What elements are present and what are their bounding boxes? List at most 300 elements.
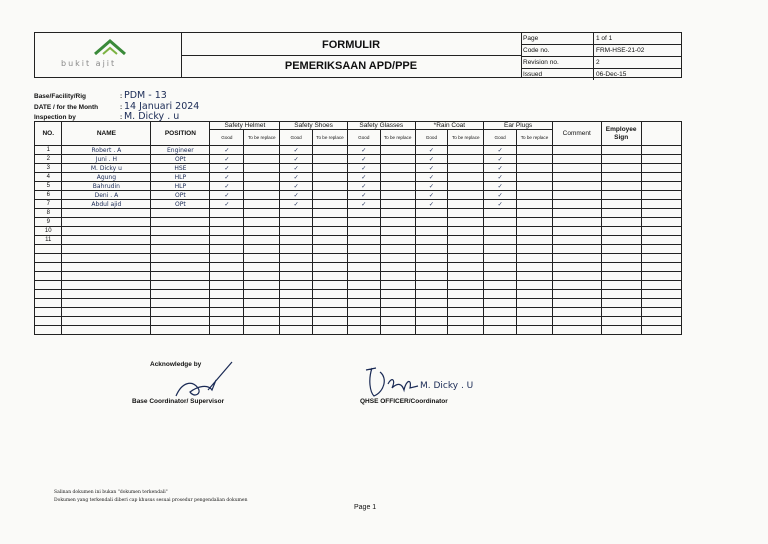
comment-cell xyxy=(552,227,601,236)
replace-cell xyxy=(244,173,280,182)
row-number xyxy=(35,299,62,308)
extra-cell xyxy=(641,290,681,299)
extra-cell xyxy=(641,200,681,209)
replace-cell xyxy=(313,227,348,236)
replace-cell xyxy=(380,299,415,308)
table-row xyxy=(35,146,682,155)
replace-cell xyxy=(448,155,484,164)
good-check-cell: ✓ xyxy=(210,200,244,209)
inspector-field: Inspection by : M. Dicky . u xyxy=(34,111,180,122)
footer-note-2: Dokumen yang terkendali diberi cap khusus sesuai prosedur pengendalian dokumen xyxy=(54,498,248,503)
employee-sign-cell xyxy=(601,173,641,182)
table-row xyxy=(35,155,682,164)
good-check-cell xyxy=(415,263,448,272)
replace-cell xyxy=(244,155,280,164)
good-check-cell xyxy=(347,281,380,290)
col-good: Good xyxy=(280,130,313,146)
good-check-cell xyxy=(484,272,517,281)
good-check-cell xyxy=(347,308,380,317)
employee-sign-cell xyxy=(601,254,641,263)
replace-cell xyxy=(313,173,348,182)
replace-cell xyxy=(244,308,280,317)
row-number: 3 xyxy=(35,164,62,173)
extra-cell xyxy=(641,317,681,326)
row-number xyxy=(35,317,62,326)
replace-cell xyxy=(244,245,280,254)
replace-cell xyxy=(448,209,484,218)
replace-cell xyxy=(244,290,280,299)
employee-name xyxy=(62,308,151,317)
row-number xyxy=(35,272,62,281)
inspector-value: M. Dicky . u xyxy=(123,111,180,122)
table-row xyxy=(35,227,682,236)
replace-cell xyxy=(448,191,484,200)
row-number: 7 xyxy=(35,200,62,209)
good-check-cell: ✓ xyxy=(484,200,517,209)
employee-sign-cell xyxy=(601,191,641,200)
good-check-cell xyxy=(210,272,244,281)
extra-cell xyxy=(641,146,681,155)
row-number: 9 xyxy=(35,218,62,227)
replace-cell xyxy=(448,272,484,281)
replace-cell xyxy=(313,254,348,263)
employee-sign-cell xyxy=(601,272,641,281)
inspection-info xyxy=(34,91,199,123)
employee-sign-cell xyxy=(601,326,641,335)
row-number: 5 xyxy=(35,182,62,191)
replace-cell xyxy=(313,326,348,335)
good-check-cell: ✓ xyxy=(415,191,448,200)
good-check-cell xyxy=(347,209,380,218)
replace-cell xyxy=(517,146,553,155)
row-number: 4 xyxy=(35,173,62,182)
employee-name xyxy=(62,254,151,263)
good-check-cell: ✓ xyxy=(415,182,448,191)
good-check-cell xyxy=(280,281,313,290)
replace-cell xyxy=(448,146,484,155)
col-good: Good xyxy=(210,130,244,146)
employee-name xyxy=(62,299,151,308)
good-check-cell xyxy=(484,254,517,263)
inspector-label: Inspection by xyxy=(34,114,76,121)
comment-cell xyxy=(552,155,601,164)
replace-cell xyxy=(244,263,280,272)
employee-position xyxy=(151,281,210,290)
extra-cell xyxy=(641,308,681,317)
good-check-cell xyxy=(347,272,380,281)
replace-cell xyxy=(313,182,348,191)
good-check-cell xyxy=(415,317,448,326)
good-check-cell: ✓ xyxy=(347,146,380,155)
employee-name xyxy=(62,227,151,236)
table-row xyxy=(35,281,682,290)
employee-position xyxy=(151,317,210,326)
employee-name xyxy=(62,218,151,227)
comment-cell xyxy=(552,326,601,335)
col-good: Good xyxy=(484,130,517,146)
replace-cell xyxy=(517,191,553,200)
replace-cell xyxy=(244,182,280,191)
extra-cell xyxy=(641,155,681,164)
row-number: 10 xyxy=(35,227,62,236)
employee-position: Engineer xyxy=(151,146,210,155)
meta-value: 2 xyxy=(596,59,600,66)
good-check-cell: ✓ xyxy=(280,155,313,164)
table-row xyxy=(35,191,682,200)
good-check-cell xyxy=(415,308,448,317)
meta-value: 1 of 1 xyxy=(596,35,613,42)
table-body xyxy=(35,146,682,335)
good-check-cell: ✓ xyxy=(210,164,244,173)
extra-cell xyxy=(641,182,681,191)
employee-sign-cell xyxy=(601,236,641,245)
replace-cell xyxy=(313,281,348,290)
good-check-cell xyxy=(484,236,517,245)
table-row xyxy=(35,245,682,254)
good-check-cell xyxy=(347,254,380,263)
comment-cell xyxy=(552,146,601,155)
comment-cell xyxy=(552,254,601,263)
good-check-cell xyxy=(415,299,448,308)
extra-cell xyxy=(641,245,681,254)
employee-position xyxy=(151,308,210,317)
replace-cell xyxy=(244,299,280,308)
comment-cell xyxy=(552,191,601,200)
page-number: Page 1 xyxy=(354,504,377,511)
meta-value: FRM-HSE-21-02 xyxy=(596,47,645,54)
replace-cell xyxy=(380,326,415,335)
row-number xyxy=(35,281,62,290)
table-row xyxy=(35,182,682,191)
date-value: 14 Januari 2024 xyxy=(123,100,200,112)
replace-cell xyxy=(380,272,415,281)
good-check-cell: ✓ xyxy=(484,173,517,182)
replace-cell xyxy=(380,200,415,209)
replace-cell xyxy=(448,182,484,191)
good-check-cell xyxy=(484,245,517,254)
supervisor-signature-icon xyxy=(168,360,238,400)
comment-cell xyxy=(552,245,601,254)
comment-cell xyxy=(552,182,601,191)
col-replace: To be replace xyxy=(313,130,348,146)
good-check-cell: ✓ xyxy=(347,155,380,164)
extra-cell xyxy=(641,227,681,236)
good-check-cell xyxy=(280,218,313,227)
replace-cell xyxy=(517,182,553,191)
qhse-signature-icon xyxy=(362,362,422,402)
good-check-cell xyxy=(210,263,244,272)
good-check-cell xyxy=(484,299,517,308)
good-check-cell: ✓ xyxy=(347,191,380,200)
replace-cell xyxy=(244,164,280,173)
good-check-cell xyxy=(210,281,244,290)
employee-position xyxy=(151,272,210,281)
replace-cell xyxy=(380,155,415,164)
employee-name xyxy=(62,281,151,290)
document-meta xyxy=(521,33,681,77)
good-check-cell: ✓ xyxy=(210,155,244,164)
replace-cell xyxy=(244,227,280,236)
replace-cell xyxy=(244,281,280,290)
employee-name xyxy=(62,317,151,326)
replace-cell xyxy=(380,173,415,182)
good-check-cell xyxy=(280,272,313,281)
company-logo xyxy=(35,33,182,77)
employee-name xyxy=(62,245,151,254)
good-check-cell xyxy=(347,290,380,299)
good-check-cell xyxy=(347,263,380,272)
row-number: 8 xyxy=(35,209,62,218)
group-glasses: Safety Glasses xyxy=(347,122,415,130)
base-coordinator-label: Base Coordinator/ Supervisor xyxy=(132,398,225,405)
form-title-block xyxy=(181,33,522,77)
good-check-cell xyxy=(347,245,380,254)
good-check-cell: ✓ xyxy=(415,146,448,155)
logo-text: bukit ajit xyxy=(61,59,117,68)
meta-key: Code no. xyxy=(521,45,594,56)
good-check-cell: ✓ xyxy=(280,182,313,191)
replace-cell xyxy=(313,218,348,227)
footer-note-1: Salinan dokumen ini bukan "dokumen terkendali" xyxy=(54,490,168,495)
replace-cell xyxy=(517,200,553,209)
comment-cell xyxy=(552,236,601,245)
replace-cell xyxy=(380,209,415,218)
good-check-cell: ✓ xyxy=(484,182,517,191)
replace-cell xyxy=(517,263,553,272)
comment-cell xyxy=(552,173,601,182)
employee-position: HSE xyxy=(151,164,210,173)
table-row xyxy=(35,236,682,245)
comment-cell xyxy=(552,290,601,299)
replace-cell xyxy=(517,173,553,182)
replace-cell xyxy=(380,254,415,263)
replace-cell xyxy=(244,218,280,227)
replace-cell xyxy=(380,218,415,227)
replace-cell xyxy=(244,191,280,200)
good-check-cell: ✓ xyxy=(415,173,448,182)
table-row xyxy=(35,200,682,209)
good-check-cell: ✓ xyxy=(415,155,448,164)
employee-sign-cell xyxy=(601,308,641,317)
extra-cell xyxy=(641,173,681,182)
good-check-cell xyxy=(415,209,448,218)
employee-position: OPt xyxy=(151,200,210,209)
employee-position: OPt xyxy=(151,191,210,200)
extra-cell xyxy=(641,263,681,272)
replace-cell xyxy=(380,227,415,236)
extra-cell xyxy=(641,218,681,227)
employee-sign-cell xyxy=(601,146,641,155)
row-number: 11 xyxy=(35,236,62,245)
good-check-cell: ✓ xyxy=(484,191,517,200)
extra-cell xyxy=(641,326,681,335)
employee-name xyxy=(62,236,151,245)
table-row xyxy=(35,209,682,218)
employee-position xyxy=(151,254,210,263)
extra-cell xyxy=(641,164,681,173)
good-check-cell xyxy=(415,245,448,254)
table-row xyxy=(35,290,682,299)
replace-cell xyxy=(448,227,484,236)
meta-key: Page xyxy=(521,33,594,44)
extra-cell xyxy=(641,299,681,308)
replace-cell xyxy=(448,308,484,317)
good-check-cell: ✓ xyxy=(415,200,448,209)
employee-position xyxy=(151,245,210,254)
employee-position: HLP xyxy=(151,182,210,191)
replace-cell xyxy=(517,218,553,227)
good-check-cell xyxy=(280,263,313,272)
replace-cell xyxy=(313,290,348,299)
employee-sign-cell xyxy=(601,200,641,209)
table-row xyxy=(35,317,682,326)
replace-cell xyxy=(517,254,553,263)
date-label: DATE / for the Month xyxy=(34,103,99,111)
table-row xyxy=(35,299,682,308)
meta-key: Issued xyxy=(521,69,594,80)
employee-sign-cell xyxy=(601,281,641,290)
good-check-cell xyxy=(210,326,244,335)
employee-position xyxy=(151,290,210,299)
replace-cell xyxy=(313,317,348,326)
employee-position xyxy=(151,209,210,218)
good-check-cell xyxy=(484,263,517,272)
employee-sign-cell xyxy=(601,209,641,218)
good-check-cell: ✓ xyxy=(210,173,244,182)
employee-position xyxy=(151,326,210,335)
employee-name: Robert . A xyxy=(62,146,151,155)
good-check-cell xyxy=(415,290,448,299)
good-check-cell: ✓ xyxy=(280,191,313,200)
replace-cell xyxy=(448,326,484,335)
comment-cell xyxy=(552,281,601,290)
good-check-cell xyxy=(210,317,244,326)
comment-cell xyxy=(552,308,601,317)
good-check-cell xyxy=(280,227,313,236)
employee-position: OPt xyxy=(151,155,210,164)
replace-cell xyxy=(313,164,348,173)
replace-cell xyxy=(380,191,415,200)
good-check-cell xyxy=(415,236,448,245)
replace-cell xyxy=(380,245,415,254)
employee-position: HLP xyxy=(151,173,210,182)
table-row xyxy=(35,326,682,335)
good-check-cell xyxy=(280,308,313,317)
qhse-officer-label: QHSE OFFICER/Coordinator xyxy=(360,398,448,405)
comment-cell xyxy=(552,263,601,272)
meta-row xyxy=(521,33,681,45)
form-title: FORMULIR xyxy=(181,35,521,56)
replace-cell xyxy=(313,191,348,200)
good-check-cell xyxy=(280,326,313,335)
meta-value: 06-Dec-15 xyxy=(596,71,627,78)
row-number: 6 xyxy=(35,191,62,200)
qhse-name: M. Dicky . U xyxy=(420,381,474,391)
good-check-cell xyxy=(415,218,448,227)
good-check-cell xyxy=(347,236,380,245)
table-row xyxy=(35,164,682,173)
good-check-cell: ✓ xyxy=(484,146,517,155)
employee-sign-cell xyxy=(601,263,641,272)
good-check-cell xyxy=(347,326,380,335)
replace-cell xyxy=(517,299,553,308)
employee-name xyxy=(62,326,151,335)
replace-cell xyxy=(517,290,553,299)
meta-key: Revision no. xyxy=(521,57,594,68)
good-check-cell xyxy=(280,209,313,218)
good-check-cell xyxy=(347,317,380,326)
col-replace: To be replace xyxy=(517,130,553,146)
replace-cell xyxy=(448,245,484,254)
replace-cell xyxy=(448,317,484,326)
table-row xyxy=(35,254,682,263)
col-position: POSITION xyxy=(151,122,210,146)
replace-cell xyxy=(313,209,348,218)
good-check-cell xyxy=(415,227,448,236)
employee-sign-cell xyxy=(601,290,641,299)
comment-cell xyxy=(552,209,601,218)
extra-cell xyxy=(641,209,681,218)
good-check-cell: ✓ xyxy=(210,182,244,191)
employee-position xyxy=(151,299,210,308)
extra-cell xyxy=(641,281,681,290)
replace-cell xyxy=(313,299,348,308)
replace-cell xyxy=(244,209,280,218)
good-check-cell xyxy=(347,227,380,236)
replace-cell xyxy=(517,308,553,317)
col-extra xyxy=(641,122,681,146)
footer-notes xyxy=(54,489,247,505)
good-check-cell xyxy=(280,317,313,326)
employee-name: Bahrudin xyxy=(62,182,151,191)
employee-position xyxy=(151,227,210,236)
employee-name: M. Dicky u xyxy=(62,164,151,173)
meta-row xyxy=(521,45,681,57)
replace-cell xyxy=(517,281,553,290)
replace-cell xyxy=(313,263,348,272)
meta-row xyxy=(521,69,681,80)
good-check-cell: ✓ xyxy=(484,164,517,173)
good-check-cell xyxy=(280,245,313,254)
group-raincoat: *Rain Coat xyxy=(415,122,484,130)
base-value: PDM - 13 xyxy=(123,90,167,101)
replace-cell xyxy=(313,155,348,164)
good-check-cell xyxy=(210,236,244,245)
good-check-cell xyxy=(484,308,517,317)
good-check-cell xyxy=(484,326,517,335)
replace-cell xyxy=(380,146,415,155)
good-check-cell xyxy=(347,218,380,227)
meta-row xyxy=(521,57,681,69)
employee-name: Abdul ajid xyxy=(62,200,151,209)
good-check-cell: ✓ xyxy=(347,182,380,191)
good-check-cell: ✓ xyxy=(210,146,244,155)
replace-cell xyxy=(380,164,415,173)
roof-logo-icon xyxy=(93,38,127,56)
replace-cell xyxy=(517,209,553,218)
employee-name xyxy=(62,209,151,218)
good-check-cell xyxy=(415,272,448,281)
table-row xyxy=(35,272,682,281)
row-number: 1 xyxy=(35,146,62,155)
good-check-cell xyxy=(484,218,517,227)
good-check-cell xyxy=(484,281,517,290)
employee-name: Deni . A xyxy=(62,191,151,200)
good-check-cell: ✓ xyxy=(280,200,313,209)
table-row xyxy=(35,263,682,272)
replace-cell xyxy=(244,317,280,326)
extra-cell xyxy=(641,254,681,263)
